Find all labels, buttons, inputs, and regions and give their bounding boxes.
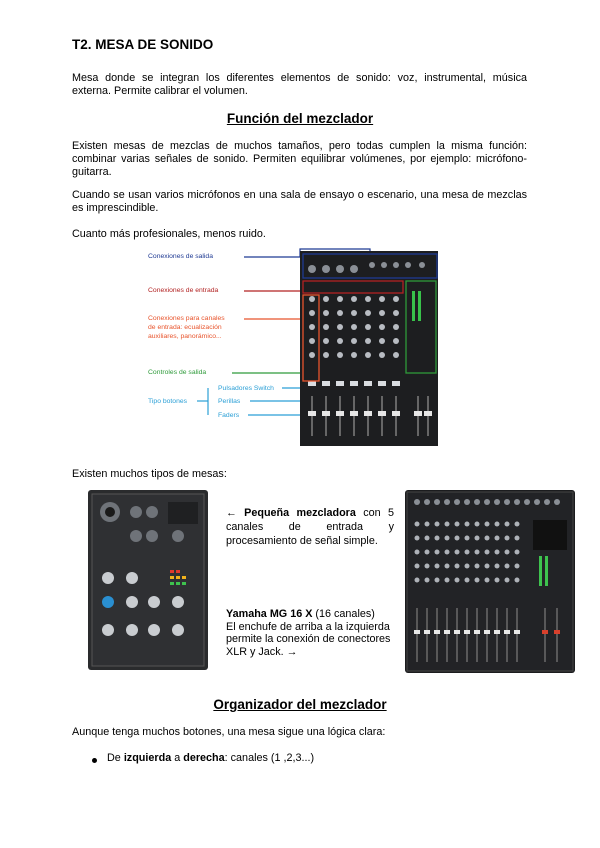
mixer-diagram [140,243,450,448]
small-mixer-image [88,490,208,670]
paragraph-tamanos: Existen mesas de mezclas de muchos tamaños, pero todas cumplen la misma función: combinar varias señales de sonido. Permiten equilibrar volúmenes, por ejemplo: micrófono-guitarra. [72,140,527,178]
small-mixer-name: Pequeña mezcladora [244,507,356,519]
left-arrow: ← [226,507,237,519]
section-heading-organizador: Organizador del mezclador [213,697,387,712]
section-heading-funcion: Función del mezclador [226,111,374,126]
label-button-types: Tipo botones [148,398,188,405]
large-mixer-description [226,608,394,658]
page-title: T2. MESA DE SONIDO [72,37,214,52]
label-output-connections: Conexiones de salida [148,253,213,260]
small-mixer-desc: con 5 canales de entrada y procesamiento de señal simple. [226,507,394,547]
paragraph-logica: Aunque tenga muchos botones, una mesa sigue una lógica clara: [72,726,386,738]
large-mixer-image [405,490,575,673]
bullet-rest: : canales (1 ,2,3...) [224,752,315,764]
small-mixer-description [226,506,394,548]
large-mixer-channels: (16 canales) [312,608,375,620]
label-input-connections: Conexiones de entrada [148,287,219,294]
large-mixer-graphic [405,490,575,673]
intro-paragraph: Mesa donde se integran los diferentes elementos de sonido: voz, instrumental, música externa. Permite calibrar el volumen. [72,72,527,97]
bullet-dot [92,758,97,763]
small-mixer-graphic [88,490,208,670]
paragraph-microfonos: Cuando se usan varios micrófonos en una sala de ensayo o escenario, una mesa de mezclas es imprescindible. [72,189,527,214]
large-mixer-name: Yamaha MG 16 X [226,608,313,620]
mixer-image [300,251,438,446]
label-switch-buttons: Pulsadores Switch [218,385,274,392]
large-mixer-desc: El enchufe de arriba a la izquierda permite la conexión de conectores XLR y Jack. → [226,620,391,658]
bullet-left: izquierda [123,752,172,764]
mixer-graphic [300,251,438,446]
label-channel-connections-2: de entrada: ecualización [148,324,222,331]
bullet-item-canales [107,752,314,764]
bullet-a: a [171,752,184,764]
bullet-de: De [107,752,124,764]
paragraph-tipos: Existen muchos tipos de mesas: [72,468,227,480]
label-channel-connections-3: auxiliares, panorámico... [148,333,222,340]
label-channel-connections-1: Conexiones para canales [148,315,225,322]
label-output-controls: Controles de salida [148,369,207,376]
paragraph-ruido: Cuanto más profesionales, menos ruido. [72,228,266,240]
bullet-right: derecha [183,752,225,764]
label-faders: Faders [218,412,240,419]
label-knobs: Perillas [218,398,241,405]
